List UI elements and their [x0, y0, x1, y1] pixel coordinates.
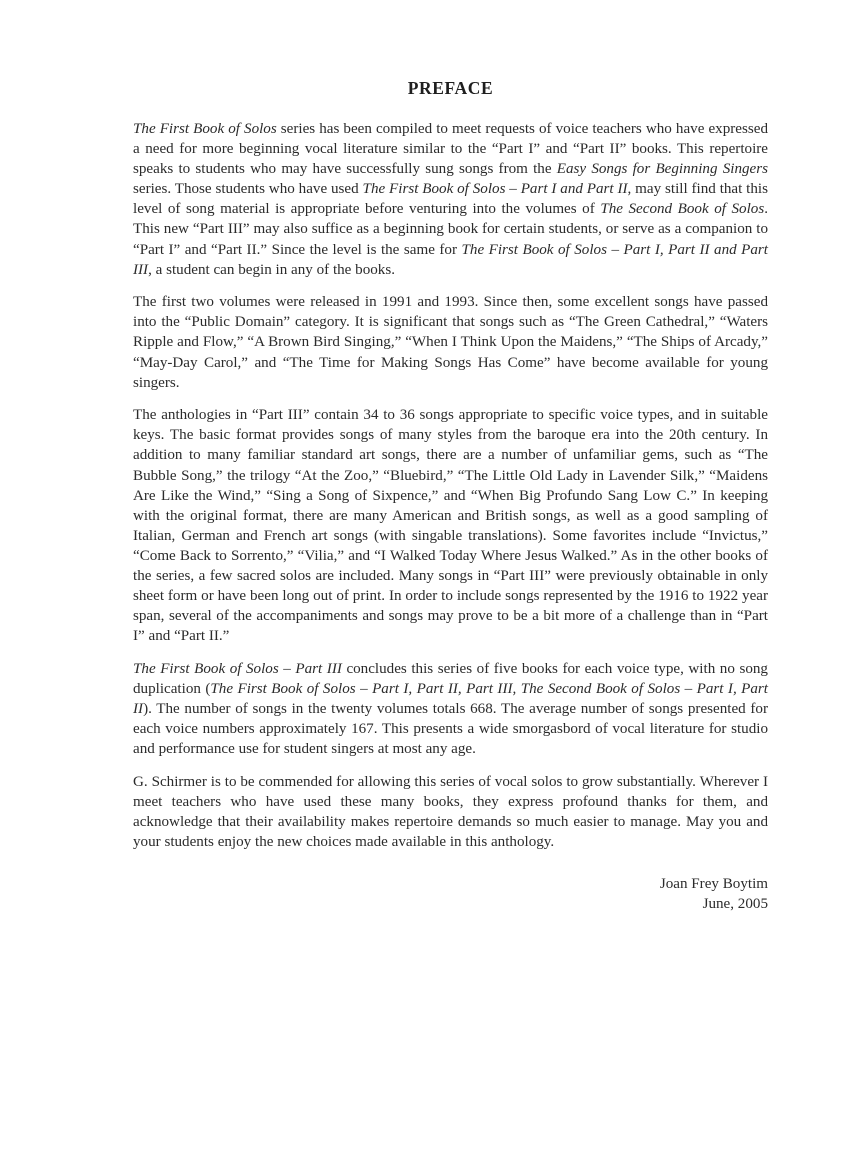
italic-title-run: The Second Book of Solos [600, 201, 765, 218]
page-title: PREFACE [407, 78, 494, 98]
preface-content [133, 78, 768, 914]
italic-title-run: The First Book of Solos – Part I, Part II, Part III, The Second Book of Solos – Part I, Part II [133, 680, 768, 718]
text-run: ). The number of songs in the twenty volumes totals 668. The average number of songs presented for each voice numbers approximately 167. This presents a wide smorgasbord of vocal literature for studio and performance use for student singers at most any age. [133, 701, 768, 758]
paragraph-list [133, 119, 768, 852]
text-run: G. Schirmer is to be commended for allowing this series of vocal solos to grow substantially. Wherever I meet teachers who have used these many books, they express profound thanks for them, and acknowledge that their availability makes repertoire demands so much easier to manage. May you and your students enjoy the new choices made available in this anthology. [133, 773, 768, 851]
paragraph [133, 659, 768, 759]
signature-author: Joan Frey Boytim [659, 876, 768, 893]
italic-title-run: The First Book of Solos [133, 121, 277, 137]
text-run: series has been compiled to meet requests of voice teachers who have expressed a need for more beginning vocal literature similar to the “Part I” and “Part II” books. This repertoire speaks to students who may have successfully sung songs from the [133, 121, 768, 178]
paragraph [133, 292, 768, 392]
text-run: . This new “Part III” may also suffice as a beginning book for certain students, or serve as a companion to “Part I” and “Part II.” Since the level is the same for [133, 201, 768, 258]
text-run: The first two volumes were released in 1991 and 1993. Since then, some excellent songs have passed into the “Public Domain” category. It is significant that songs such as “The Green Cathedral,” “Waters Ripple and Flow,” “A Brown Bird Singing,” “When I Think Upon the Maidens,” “The Ships of Arcady,” “May-Day Carol,” and “The Time for Making Songs Has Come” have become available for young singers. [133, 294, 768, 391]
text-run: concludes this series of five books for each voice type, with no song duplication ( [133, 660, 768, 697]
italic-title-run: The First Book of Solos – Part III [133, 660, 342, 677]
italic-title-run: The First Book of Solos – Part I and Part II [362, 181, 628, 198]
italic-title-run: The First Book of Solos – Part I, Part II and Part III [133, 241, 768, 278]
text-run: The anthologies in “Part III” contain 34 to 36 songs appropriate to specific voice types, and in suitable keys. The basic format provides songs of many styles from the baroque era into the 20th century. In addition to many familiar standard art songs, there are a number of unfamiliar gems, such as “The Bubble Song,” the trilogy “At the Zoo,” “Bluebird,” “The Little Old Lady in Lavender Silk,” “Maidens Are Like the Wind,” “Sing a Song of Sixpence,” and “When Big Profundo Sang Low C.” In keeping with the original format, there are many American and British songs, as well as a good sampling of Italian, German and French art songs (with singable translations). Some favorites include “Invictus,” “Come Back to Sorrento,” “Vilia,” and “I Walked Today Where Jesus Walked.” As in the other books of the series, a few sacred solos are included. Many songs in “Part III” were previously obtainable in only sheet form or have been long out of print. In order to include songs represented by the 1916 to 1922 year span, several of the accompaniments and songs may prove to be a bit more of a challenge than in “Part I” and “Part II.” [133, 407, 768, 645]
signature-date: June, 2005 [702, 896, 768, 913]
paragraph [133, 772, 768, 852]
paragraph [133, 405, 768, 646]
italic-title-run: Easy Songs for Beginning Singers [556, 161, 768, 178]
signature-block [133, 874, 768, 914]
text-run: , a student can begin in any of the books. [148, 261, 395, 278]
paragraph [133, 119, 768, 280]
text-run: , may still find that this level of song material is appropriate before venturing into the volumes of [133, 181, 768, 218]
text-run: series. Those students who have used [133, 181, 363, 198]
